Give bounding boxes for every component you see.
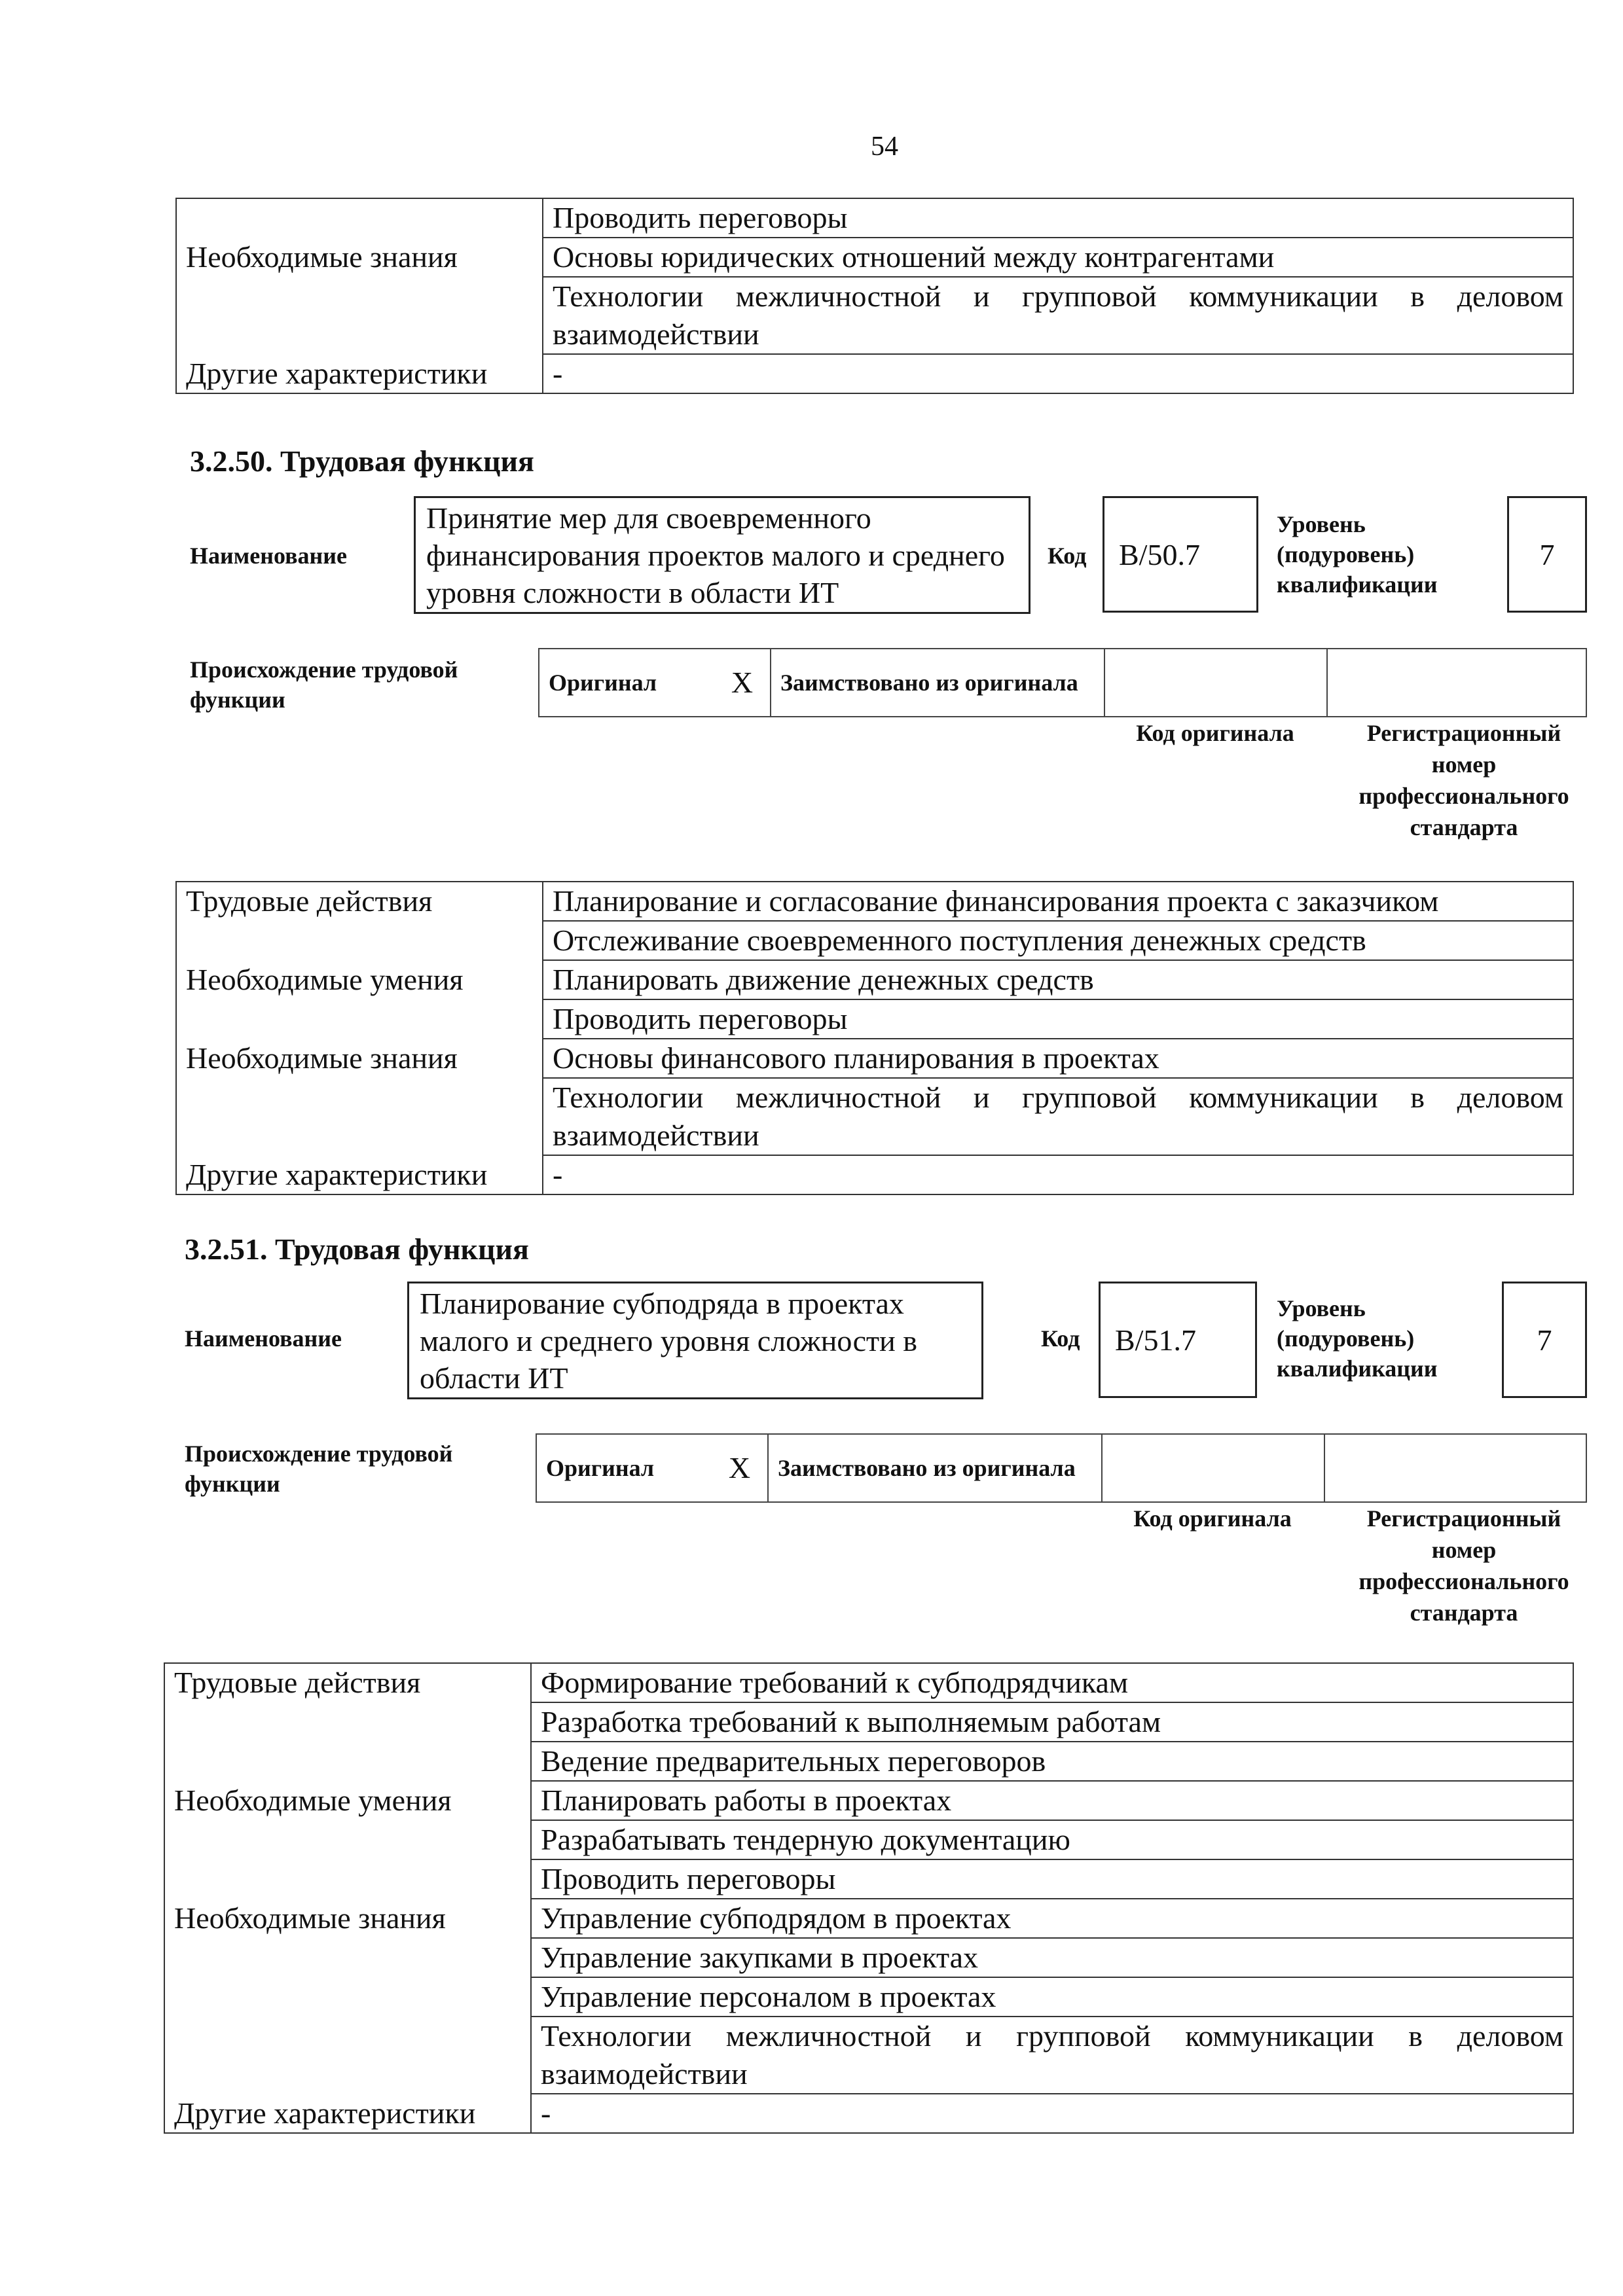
row-value: Технологии межличностной и групповой коммуникации в деловом взаимодействии xyxy=(543,277,1573,354)
table-row xyxy=(176,1039,1573,1078)
row-label xyxy=(176,999,543,1039)
row-label xyxy=(176,1078,543,1155)
code-label: Код xyxy=(1041,1325,1080,1352)
origin-table xyxy=(536,1433,1587,1503)
name-label: Наименование xyxy=(185,1325,342,1352)
level-box: 7 xyxy=(1507,496,1587,613)
row-label: Необходимые умения xyxy=(164,1781,531,1820)
origin-table xyxy=(538,648,1587,717)
origin-label: Происхождение трудовой функции xyxy=(185,1441,453,1497)
row-value: Отслеживание своевременного поступления денежных средств xyxy=(543,921,1573,960)
caption-reg: Регистрационный номер профессионального стандарта xyxy=(1359,1505,1569,1626)
table-row xyxy=(164,1820,1573,1859)
section-title: 3.2.51. Трудовая функция xyxy=(185,1232,529,1266)
function-table xyxy=(175,881,1574,1195)
row-value: Планировать движение денежных средств xyxy=(543,960,1573,999)
original-code-cell xyxy=(1102,1434,1324,1502)
origin-borrowed: Заимствовано из оригинала xyxy=(771,649,1104,717)
table-row xyxy=(164,1663,1573,1702)
row-value: Технологии межличностной и групповой коммуникации в деловом взаимодействии xyxy=(543,1078,1573,1155)
origin-original: Оригинал xyxy=(539,649,714,717)
table-row xyxy=(164,2094,1573,2133)
origin-mark: X xyxy=(714,649,771,717)
row-value: Проводить переговоры xyxy=(543,198,1573,238)
row-label: Трудовые действия xyxy=(176,882,543,921)
row-value: Основы юридических отношений между контрагентами xyxy=(543,238,1573,277)
original-code-cell xyxy=(1104,649,1327,717)
row-label xyxy=(176,277,543,354)
level-label: Уровень (подуровень) квалификации xyxy=(1277,511,1438,598)
table-row xyxy=(176,1155,1573,1194)
table-row xyxy=(176,1078,1573,1155)
table-row xyxy=(164,1702,1573,1742)
function-name-box: Планирование субподряда в проектах малого и среднего уровня сложности в области ИТ xyxy=(407,1282,983,1399)
function-table xyxy=(164,1662,1574,2134)
row-label xyxy=(164,1859,531,1899)
row-value: Управление персоналом в проектах xyxy=(531,1977,1573,2017)
row-label: Другие характеристики xyxy=(164,2094,531,2133)
table-row xyxy=(164,1938,1573,1977)
row-label: Необходимые знания xyxy=(176,1039,543,1078)
reg-number-cell xyxy=(1324,1434,1586,1502)
row-label xyxy=(164,1702,531,1742)
row-label xyxy=(176,198,543,238)
row-value: Технологии межличностной и групповой коммуникации в деловом взаимодействии xyxy=(531,2017,1573,2094)
table-row xyxy=(164,1859,1573,1899)
origin-label: Происхождение трудовой функции xyxy=(190,656,458,713)
table-row xyxy=(164,1899,1573,1938)
row-value: Управление закупками в проектах xyxy=(531,1938,1573,1977)
level-box: 7 xyxy=(1502,1282,1587,1398)
table-row xyxy=(176,354,1573,393)
row-value: Проводить переговоры xyxy=(531,1859,1573,1899)
section-title: 3.2.50. Трудовая функция xyxy=(190,444,534,478)
origin-original: Оригинал xyxy=(536,1434,712,1502)
code-box: B/50.7 xyxy=(1103,496,1258,613)
table-row xyxy=(176,999,1573,1039)
row-value: - xyxy=(543,354,1573,393)
caption-code: Код оригинала xyxy=(1136,720,1294,746)
row-value: - xyxy=(543,1155,1573,1194)
row-value: - xyxy=(531,2094,1573,2133)
row-label xyxy=(164,1977,531,2017)
table-row xyxy=(176,198,1573,238)
row-label xyxy=(164,1820,531,1859)
row-value: Основы финансового планирования в проектах xyxy=(543,1039,1573,1078)
row-label: Другие характеристики xyxy=(176,354,543,393)
code-label: Код xyxy=(1048,543,1087,569)
code-box: B/51.7 xyxy=(1099,1282,1257,1398)
name-label: Наименование xyxy=(190,543,347,569)
table-row xyxy=(176,238,1573,277)
row-label: Необходимые знания xyxy=(176,238,543,277)
table-row xyxy=(164,1977,1573,2017)
row-label: Трудовые действия xyxy=(164,1663,531,1702)
table-row xyxy=(164,1742,1573,1781)
caption-reg: Регистрационный номер профессионального стандарта xyxy=(1359,720,1569,840)
row-label xyxy=(164,1742,531,1781)
caption-code: Код оригинала xyxy=(1133,1505,1292,1532)
row-label xyxy=(164,1938,531,1977)
row-label: Необходимые умения xyxy=(176,960,543,999)
level-label: Уровень (подуровень) квалификации xyxy=(1277,1295,1438,1382)
row-label xyxy=(164,2017,531,2094)
row-value: Планирование и согласование финансирования проекта с заказчиком xyxy=(543,882,1573,921)
function-name-box: Принятие мер для своевременного финансирования проектов малого и среднего уровня сложности в области ИТ xyxy=(414,496,1030,614)
reg-number-cell xyxy=(1327,649,1586,717)
row-value: Разрабатывать тендерную документацию xyxy=(531,1820,1573,1859)
row-value: Разработка требований к выполняемым работам xyxy=(531,1702,1573,1742)
row-value: Планировать работы в проектах xyxy=(531,1781,1573,1820)
table-row xyxy=(164,1781,1573,1820)
row-label: Необходимые знания xyxy=(164,1899,531,1938)
table-row xyxy=(176,921,1573,960)
origin-borrowed: Заимствовано из оригинала xyxy=(768,1434,1102,1502)
table-row xyxy=(176,277,1573,354)
page-number: 54 xyxy=(871,132,898,162)
table-row xyxy=(176,882,1573,921)
row-label xyxy=(176,921,543,960)
table-row xyxy=(164,2017,1573,2094)
row-value: Проводить переговоры xyxy=(543,999,1573,1039)
row-label: Другие характеристики xyxy=(176,1155,543,1194)
row-value: Управление субподрядом в проектах xyxy=(531,1899,1573,1938)
top-table xyxy=(175,198,1574,394)
row-value: Формирование требований к субподрядчикам xyxy=(531,1663,1573,1702)
table-row xyxy=(176,960,1573,999)
row-value: Ведение предварительных переговоров xyxy=(531,1742,1573,1781)
origin-mark: X xyxy=(712,1434,768,1502)
